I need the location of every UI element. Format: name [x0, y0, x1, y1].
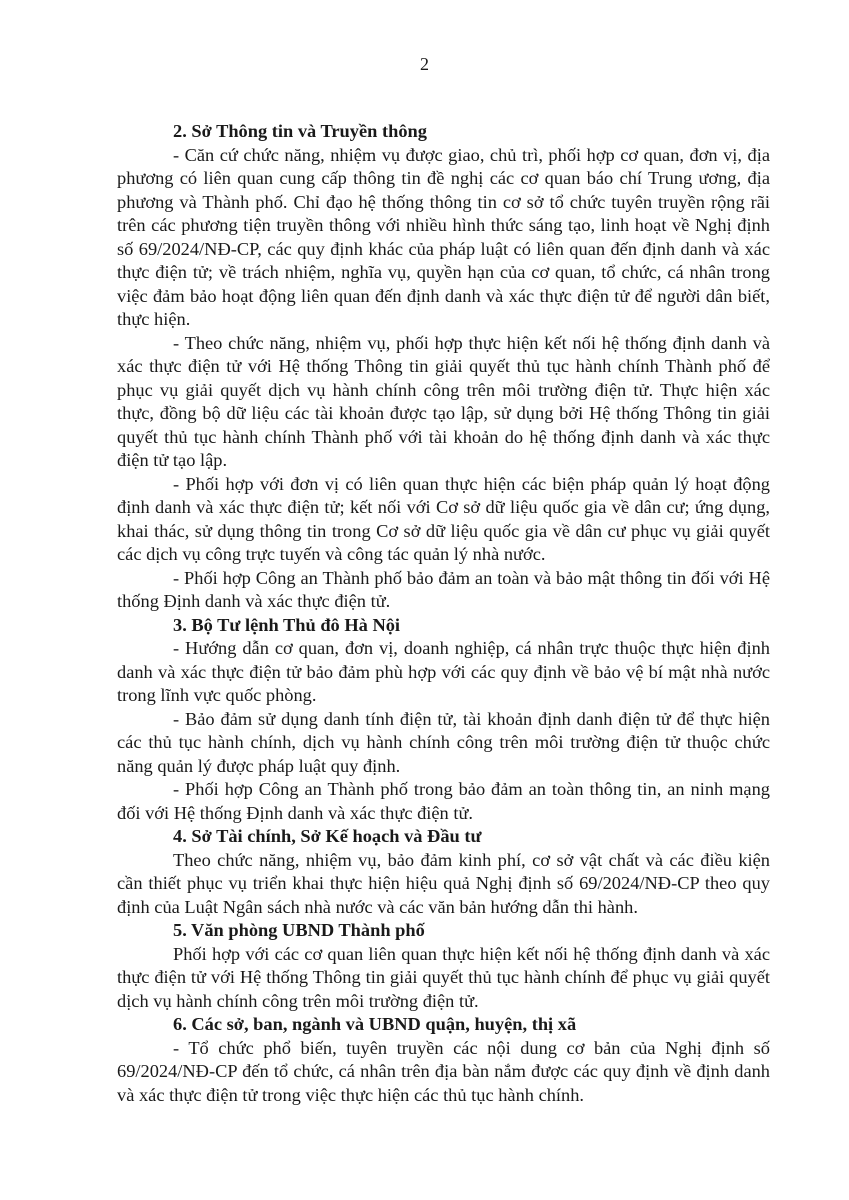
paragraph: - Phối hợp Công an Thành phố trong bảo đảm an toàn thông tin, an ninh mạng đối với Hệ thống Định danh và xác thực điện tử. [117, 779, 770, 823]
section-heading: 2. Sở Thông tin và Truyền thông [173, 121, 427, 141]
section-heading: 6. Các sở, ban, ngành và UBND quận, huyện, thị xã [173, 1014, 577, 1034]
section-heading: 5. Văn phòng UBND Thành phố [173, 920, 425, 940]
paragraph: - Tổ chức phổ biến, tuyên truyền các nội dung cơ bản của Nghị định số 69/2024/NĐ-CP đến tổ chức, cá nhân trên địa bàn nắm được các quy định về định danh và xác thực điện tử trong việc thực hiện các thủ tục hành chính. [117, 1037, 770, 1105]
paragraph: - Phối hợp với đơn vị có liên quan thực hiện các biện pháp quản lý hoạt động định danh và xác thực điện tử; kết nối với Cơ sở dữ liệu quốc gia về dân cư; ứng dụng, khai thác, sử dụng thông tin trong Cơ sở dữ liệu quốc gia về dân cư phục vụ giải quyết các dịch vụ công trực tuyến và công tác quản lý nhà nước. [117, 473, 770, 564]
paragraph: Phối hợp với các cơ quan liên quan thực hiện kết nối hệ thống định danh và xác thực điện tử với Hệ thống Thông tin giải quyết thủ tục hành chính để phục vụ giải quyết dịch vụ hành chính công trên môi trường điện tử. [117, 943, 770, 1011]
page-number: 2 [420, 54, 429, 74]
paragraph: - Phối hợp Công an Thành phố bảo đảm an toàn và bảo mật thông tin đối với Hệ thống Định danh và xác thực điện tử. [117, 567, 770, 611]
paragraph: - Bảo đảm sử dụng danh tính điện tử, tài khoản định danh điện tử để thực hiện các thủ tục hành chính, dịch vụ hành chính công trên môi trường điện tử thuộc chức năng quản lý được pháp luật quy định. [117, 708, 770, 776]
section-heading: 3. Bộ Tư lệnh Thủ đô Hà Nội [173, 614, 401, 635]
paragraph: Theo chức năng, nhiệm vụ, bảo đảm kinh phí, cơ sở vật chất và các điều kiện cần thiết phục vụ triển khai thực hiện hiệu quả Nghị định số 69/2024/NĐ-CP theo quy định của Luật Ngân sách nhà nước và các văn bản hướng dẫn thi hành. [117, 849, 770, 917]
paragraph: - Căn cứ chức năng, nhiệm vụ được giao, chủ trì, phối hợp cơ quan, đơn vị, địa phương có liên quan cung cấp thông tin đề nghị các cơ quan báo chí Trung ương, địa phương và Thành phố. Chỉ đạo hệ thống thông tin cơ sở tổ chức tuyên truyền rộng rãi trên các phương tiện truyền thông với nhiều hình thức sáng tạo, linh hoạt về Nghị định số 69/2024/NĐ-CP, các quy định khác của pháp luật có liên quan đến định danh và xác thực điện tử; về trách nhiệm, nghĩa vụ, quyền hạn của cơ quan, tổ chức, cá nhân trong việc đảm bảo hoạt động liên quan đến định danh và xác thực điện tử để người dân biết, thực hiện. [117, 144, 770, 329]
paragraph: - Hướng dẫn cơ quan, đơn vị, doanh nghiệp, cá nhân trực thuộc thực hiện định danh và xác thực điện tử bảo đảm phù hợp với các quy định về bảo vệ bí mật nhà nước trong lĩnh vực quốc phòng. [117, 638, 770, 705]
paragraph: - Theo chức năng, nhiệm vụ, phối hợp thực hiện kết nối hệ thống định danh và xác thực điện tử với Hệ thống Thông tin giải quyết thủ tục hành chính Thành phố để phục vụ giải quyết dịch vụ hành chính công trên môi trường điện tử. Thực hiện xác thực, đồng bộ dữ liệu các tài khoản được tạo lập, sử dụng bởi Hệ thống Thông tin giải quyết thủ tục hành chính Thành phố với tài khoản do hệ thống định danh và xác thực điện tử tạo lập. [117, 332, 770, 470]
document-body [117, 120, 770, 1107]
section-heading: 4. Sở Tài chính, Sở Kế hoạch và Đầu tư [173, 826, 482, 846]
